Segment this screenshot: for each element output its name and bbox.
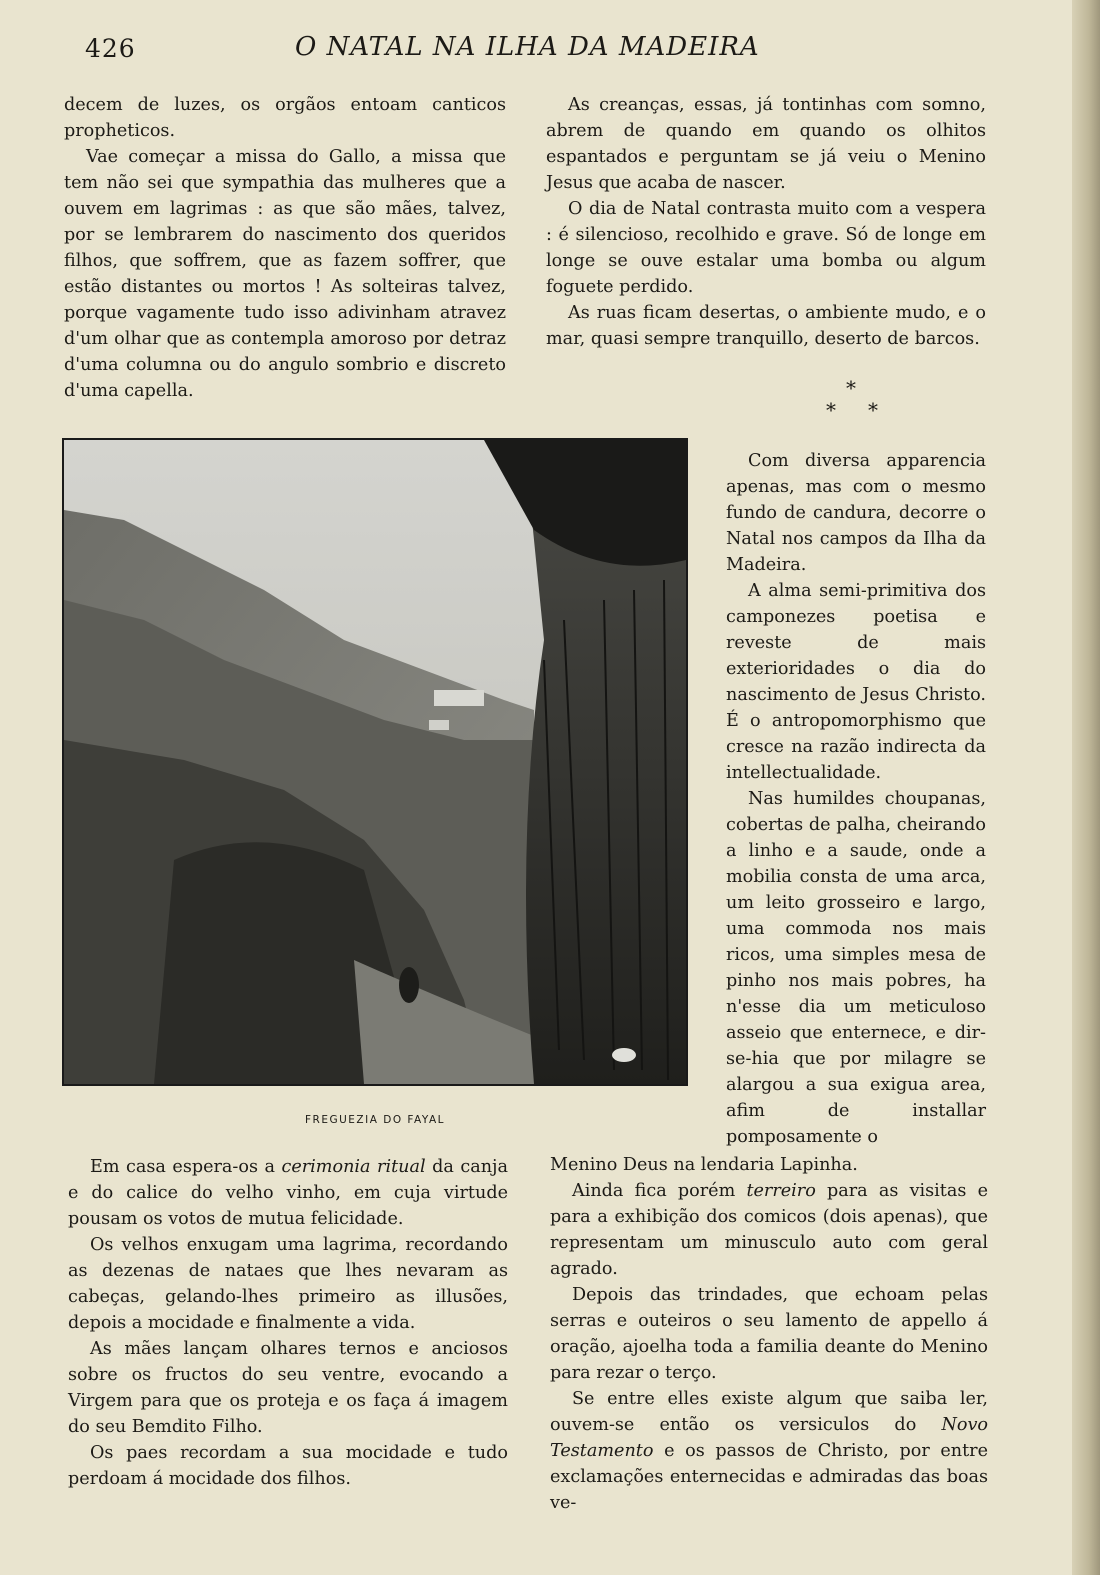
- paragraph: [550, 1178, 988, 1282]
- paragraph: Os paes recordam a sua mocidade e tudo perdoam á mocidade dos filhos.: [68, 1443, 508, 1489]
- text-run: da canja e do calice do velho vinho, em cuja virtude pousam os votos de mutua felicidade.: [68, 1157, 508, 1229]
- asterisk: *: [846, 376, 856, 400]
- photo-caption: FREGUEZIA DO FAYAL: [305, 1114, 445, 1126]
- asterisk: *: [868, 398, 878, 422]
- paragraph: As ruas ficam desertas, o ambiente mudo, e o mar, quasi sempre tranquillo, deserto de barcos.: [546, 303, 986, 349]
- text-run: Ainda fica porém: [572, 1181, 747, 1201]
- paragraph: Nas humildes choupanas, cobertas de palha, cheirando a linho e a saude, onde a mobilia consta de uma arca, um leito grosseiro e largo, uma commoda nos mais ricos, uma simples mesa de pinho nos mais pobres, ha n'esse dia um meticuloso asseio que enternece, e dir-se-hia que por milagre se alargou a sua exigua area, afim de installar pomposamente o: [726, 789, 986, 1147]
- right-column-bottom: [550, 1152, 988, 1516]
- paragraph: O dia de Natal contrasta muito com a vespera : é silencioso, recolhido e grave. Só de longe em longe se ouve estalar uma bomba ou algum foguete perdido.: [546, 199, 986, 297]
- paragraph: Com diversa apparencia apenas, mas com o mesmo fundo de candura, decorre o Natal nos campos da Ilha da Madeira.: [726, 451, 986, 575]
- paragraph: decem de luzes, os orgãos entoam canticos propheticos.: [64, 95, 506, 141]
- page-header: [85, 32, 985, 72]
- paragraph: Menino Deus na lendaria Lapinha.: [550, 1155, 858, 1175]
- paragraph: [68, 1154, 508, 1232]
- page-number: 426: [85, 34, 136, 63]
- paragraph: Vae começar a missa do Gallo, a missa que tem não sei que sympathia das mulheres que a ouvem em lagrimas : as que são mães, talvez, por se lembrarem do nascimento dos queridos filhos, que soffrem, que as fazem soffrer, que estão distantes ou mortos ! As solteiras talvez, porque vagamente tudo isso adivinham atravez d'um olhar que as contempla amoroso por detraz d'uma columna ou do angulo sombrio e discreto d'uma capella.: [64, 147, 506, 401]
- left-column-top: [64, 92, 506, 404]
- right-column-narrow: [726, 448, 986, 1150]
- running-title: O NATAL NA ILHA DA MADEIRA: [295, 32, 760, 62]
- left-column-bottom: [68, 1154, 508, 1492]
- paragraph: As creanças, essas, já tontinhas com somno, abrem de quando em quando os olhitos espantados e perguntam se já veiu o Menino Jesus que acaba de nascer.: [546, 95, 986, 193]
- page-edge: [1072, 0, 1100, 1575]
- landscape-photo: [62, 438, 688, 1086]
- paragraph: As mães lançam olhares ternos e anciosos sobre os fructos do seu ventre, evocando a Virgem para que os proteja e os faça á imagem do seu Bemdito Filho.: [68, 1339, 508, 1437]
- paragraph: [550, 1386, 988, 1516]
- section-asterism: [800, 376, 900, 426]
- text-run: Em casa espera-os a: [90, 1157, 282, 1177]
- paragraph: Depois das trindades, que echoam pelas serras e outeiros o seu lamento de appello á oração, ajoelha toda a familia deante do Menino para rezar o terço.: [550, 1285, 988, 1383]
- emphasis: cerimonia ritual: [281, 1157, 426, 1177]
- text-run: e os passos de Christo, por entre exclamações enternecidas e admiradas das boas ve-: [550, 1441, 988, 1513]
- emphasis: terreiro: [746, 1181, 816, 1201]
- paragraph: Os velhos enxugam uma lagrima, recordando as dezenas de nataes que lhes nevaram as cabeças, gelando-lhes primeiro as illusões, depois a mocidade e finalmente a vida.: [68, 1235, 508, 1333]
- paragraph: A alma semi-primitiva dos camponezes poetisa e reveste de mais exterioridades o dia do nascimento de Jesus Christo. É o antropomorphismo que cresce na razão indirecta da intellectualidade.: [726, 581, 986, 783]
- emphasis: Novo Testamento: [550, 1415, 988, 1461]
- text-run: Se entre elles existe algum que saiba ler, ouvem-se então os versiculos do: [550, 1389, 988, 1435]
- asterisk: *: [826, 398, 836, 422]
- right-column-top: [546, 92, 986, 352]
- text-run: para as visitas e para a exhibição dos comicos (dois apenas), que representam um minusculo auto com geral agrado.: [550, 1181, 988, 1279]
